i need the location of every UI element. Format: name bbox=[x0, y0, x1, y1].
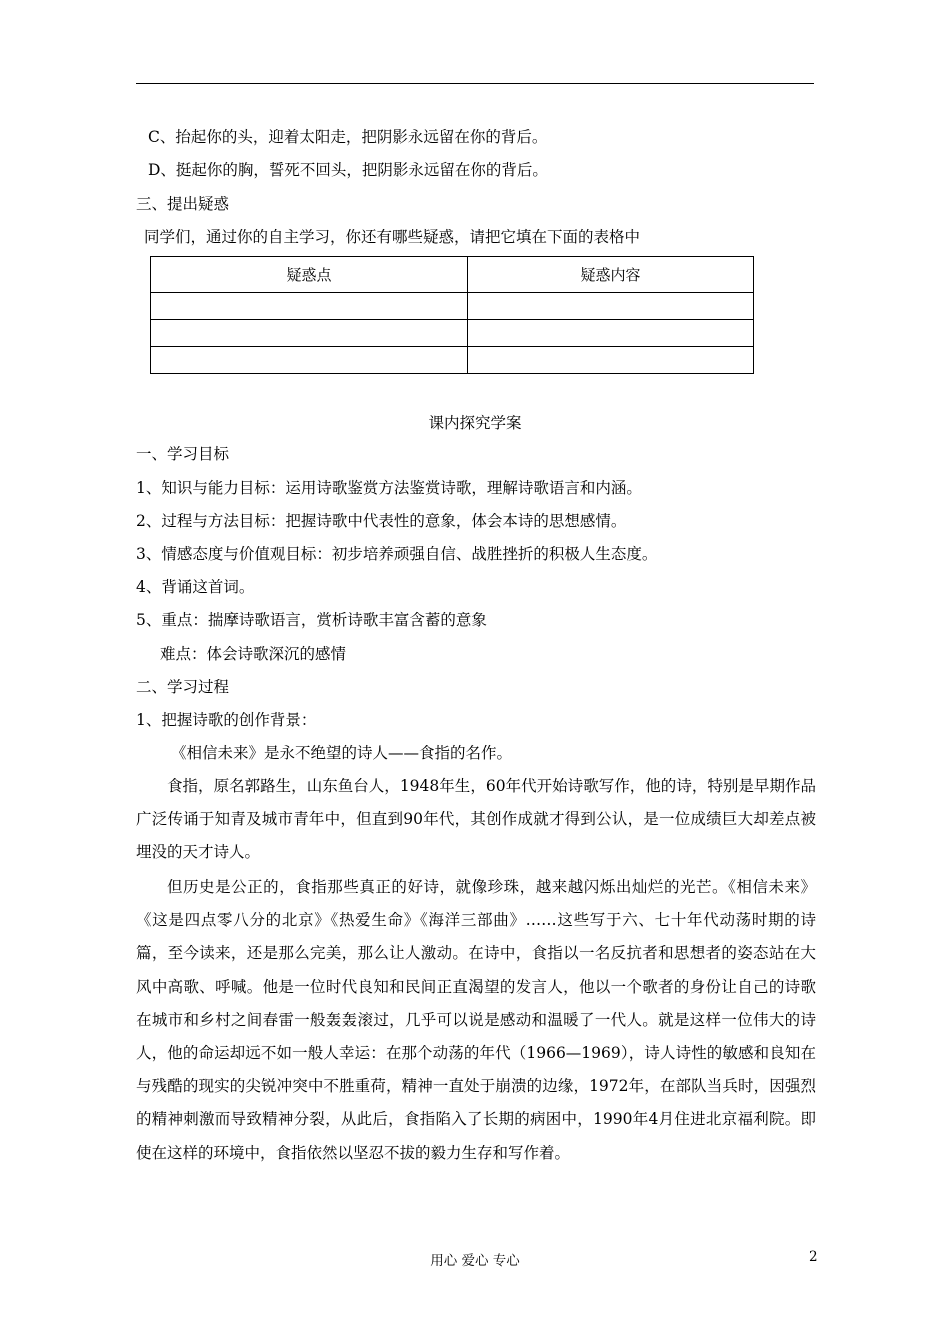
section3-title: 三、提出疑惑 bbox=[136, 195, 230, 213]
step-1: 1、把握诗歌的创作背景： bbox=[136, 711, 317, 729]
table-cell bbox=[468, 320, 754, 347]
paragraph-history: 但历史是公正的，食指那些真正的好诗，就像珍珠，越来越闪烁出灿烂的光芒。《相信未来》《这是四点零八分的北京》《热爱生命》《海洋三部曲》……这些写于六、七十年代动荡时期的诗篇，至今读来，还是那么完美，那么让人激动。在诗中，食指以一名反抗者和思想者的姿态站在大风中高歌、呼喊。他是一位时代良知和民间正直渴望的发言人，他以一个歌者的身份让自己的诗歌在城市和乡村之间春雷一般轰轰滚过，几乎可以说是感动和温暖了一代人。就是这样一位伟大的诗人，他的命运却远不如一般人幸运：在那个动荡的年代（1966—1969），诗人诗性的敏感和良知在与残酷的现实的尖锐冲突中不胜重荷，精神一直处于崩溃的边缘，1972年，在部队当兵时，因强烈的精神刺激而导致精神分裂，从此后，食指陷入了长期的病困中，1990年4月住进北京福利院。即使在这样的环境中，食指依然以坚忍不拔的毅力生存和写作着。 bbox=[136, 878, 816, 1162]
table-cell bbox=[151, 293, 468, 320]
footer-motto: 用心 爱心 专心 bbox=[430, 1253, 520, 1269]
table-header-cell: 疑惑内容 bbox=[468, 257, 754, 293]
intro-line: 《相信未来》是永不绝望的诗人——食指的名作。 bbox=[171, 744, 513, 762]
section3-intro: 同学们，通过你的自主学习，你还有哪些疑惑，请把它填在下面的表格中 bbox=[144, 228, 641, 246]
goal-item: 5、重点：揣摩诗歌语言，赏析诗歌丰富含蓄的意象 bbox=[136, 611, 487, 629]
goal-item: 2、过程与方法目标：把握诗歌中代表性的意象，体会本诗的思想感情。 bbox=[136, 512, 627, 530]
table-row bbox=[151, 293, 754, 320]
table-cell bbox=[151, 347, 468, 374]
goals-title: 一、学习目标 bbox=[136, 445, 230, 463]
page-number: 2 bbox=[809, 1249, 818, 1265]
goal-item: 4、背诵这首词。 bbox=[136, 578, 255, 596]
table-cell bbox=[468, 347, 754, 374]
difficulty-line: 难点：体会诗歌深沉的感情 bbox=[160, 645, 347, 663]
doubt-table bbox=[150, 256, 754, 374]
option-d: D、挺起你的胸，誓死不回头，把阴影永远留在你的背后。 bbox=[148, 161, 548, 179]
table-header-row bbox=[151, 257, 754, 293]
table-cell bbox=[151, 320, 468, 347]
option-c: C、抬起你的头，迎着太阳走，把阴影永远留在你的背后。 bbox=[148, 128, 548, 146]
header-rule bbox=[136, 83, 814, 84]
paragraph-biography: 食指，原名郭路生，山东鱼台人，1948年生，60年代开始诗歌写作，他的诗，特别是早期作品广泛传诵于知青及城市青年中，但直到90年代，其创作成就才得到公认，是一位成绩巨大却差点被埋没的天才诗人。 bbox=[136, 777, 816, 862]
table-header-cell: 疑惑点 bbox=[151, 257, 468, 293]
goal-item: 3、情感态度与价值观目标：初步培养顽强自信、战胜挫折的积极人生态度。 bbox=[136, 545, 658, 563]
process-title: 二、学习过程 bbox=[136, 678, 230, 696]
table-row bbox=[151, 347, 754, 374]
table-row bbox=[151, 320, 754, 347]
table-cell bbox=[468, 293, 754, 320]
goal-item: 1、知识与能力目标：运用诗歌鉴赏方法鉴赏诗歌，理解诗歌语言和内涵。 bbox=[136, 479, 642, 497]
inclass-title: 课内探究学案 bbox=[428, 414, 522, 432]
